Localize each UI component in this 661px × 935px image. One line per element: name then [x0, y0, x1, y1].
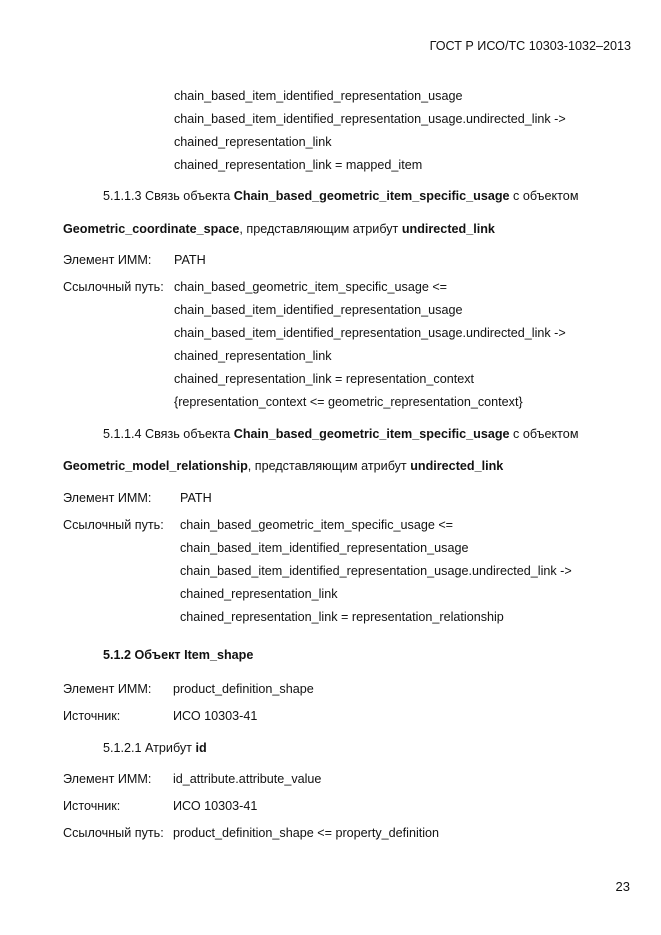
ref-path-line: chain_based_item_identified_representation_usage: [174, 89, 463, 103]
target-entity: Geometric_model_relationship: [63, 459, 248, 473]
aim-element-value: PATH: [174, 253, 206, 267]
section-number: 5.1.1.3 Связь объекта: [103, 189, 234, 203]
source-value: ИСО 10303-41: [173, 709, 258, 723]
ref-path-line: chain_based_geometric_item_specific_usage <=: [174, 280, 448, 294]
ref-path-line: chain_based_item_identified_representation_usage: [174, 303, 463, 317]
aim-element-label: Элемент ИММ:: [63, 253, 152, 267]
ref-path-line: chained_representation_link = representation_relationship: [180, 610, 504, 624]
aim-element-value: PATH: [180, 491, 212, 505]
aim-element-value: product_definition_shape: [173, 682, 314, 696]
source-label: Источник:: [63, 799, 121, 813]
aim-element-value: id_attribute.attribute_value: [173, 772, 322, 786]
source-value: ИСО 10303-41: [173, 799, 258, 813]
standard-header: ГОСТ Р ИСО/ТС 10303-1032–2013: [429, 39, 631, 53]
aim-element-label: Элемент ИММ:: [63, 772, 152, 786]
aim-element-label: Элемент ИММ:: [63, 491, 152, 505]
ref-path-line: chain_based_geometric_item_specific_usage <=: [180, 518, 454, 532]
source-label: Источник:: [63, 709, 121, 723]
entity-name: Chain_based_geometric_item_specific_usage: [233, 427, 510, 441]
ref-path-line: {representation_context <= geometric_representation_context}: [174, 395, 523, 409]
representing-text: , представляющим атрибут: [239, 222, 402, 236]
ref-path-line: chain_based_item_identified_representation_usage.undirected_link ->: [174, 112, 566, 126]
ref-path-line: chain_based_item_identified_representation_usage: [180, 541, 469, 555]
attribute-name: undirected_link: [410, 459, 504, 473]
entity-name: Chain_based_geometric_item_specific_usage: [233, 189, 510, 203]
ref-path-line: chained_representation_link: [180, 587, 338, 601]
target-entity: Geometric_coordinate_space: [63, 222, 240, 236]
with-text: с объектом: [509, 189, 579, 203]
section-number: 5.1.1.4 Связь объекта: [103, 427, 234, 441]
ref-path-label: Ссылочный путь:: [63, 826, 164, 840]
ref-path-line: chained_representation_link = mapped_item: [174, 158, 423, 172]
section-5-1-1-4-heading-cont: [63, 458, 503, 474]
ref-path-label: Ссылочный путь:: [63, 518, 164, 532]
ref-path-label: Ссылочный путь:: [63, 280, 164, 294]
ref-path-line: chained_representation_link = representation_context: [174, 372, 475, 386]
ref-path-line: chained_representation_link: [174, 135, 332, 149]
ref-path-line: chain_based_item_identified_representation_usage.undirected_link ->: [180, 564, 572, 578]
with-text: с объектом: [509, 427, 579, 441]
section-5-1-1-3-heading-cont: [63, 221, 495, 237]
aim-element-label: Элемент ИММ:: [63, 682, 152, 696]
ref-path-line: chain_based_item_identified_representation_usage.undirected_link ->: [174, 326, 566, 340]
section-5-1-2-1-heading: [103, 740, 207, 756]
attribute-name: undirected_link: [401, 222, 495, 236]
ref-path-line: chained_representation_link: [174, 349, 332, 363]
ref-path-line: product_definition_shape <= property_definition: [173, 826, 440, 840]
section-number: 5.1.2.1 Атрибут: [103, 741, 196, 755]
representing-text: , представляющим атрибут: [247, 459, 411, 473]
attribute-name: id: [195, 741, 207, 755]
section-5-1-2-heading: 5.1.2 Объект Item_shape: [103, 648, 254, 662]
page-number: 23: [615, 879, 630, 894]
section-5-1-1-4-heading: [103, 426, 578, 442]
section-5-1-1-3-heading: [103, 188, 578, 204]
